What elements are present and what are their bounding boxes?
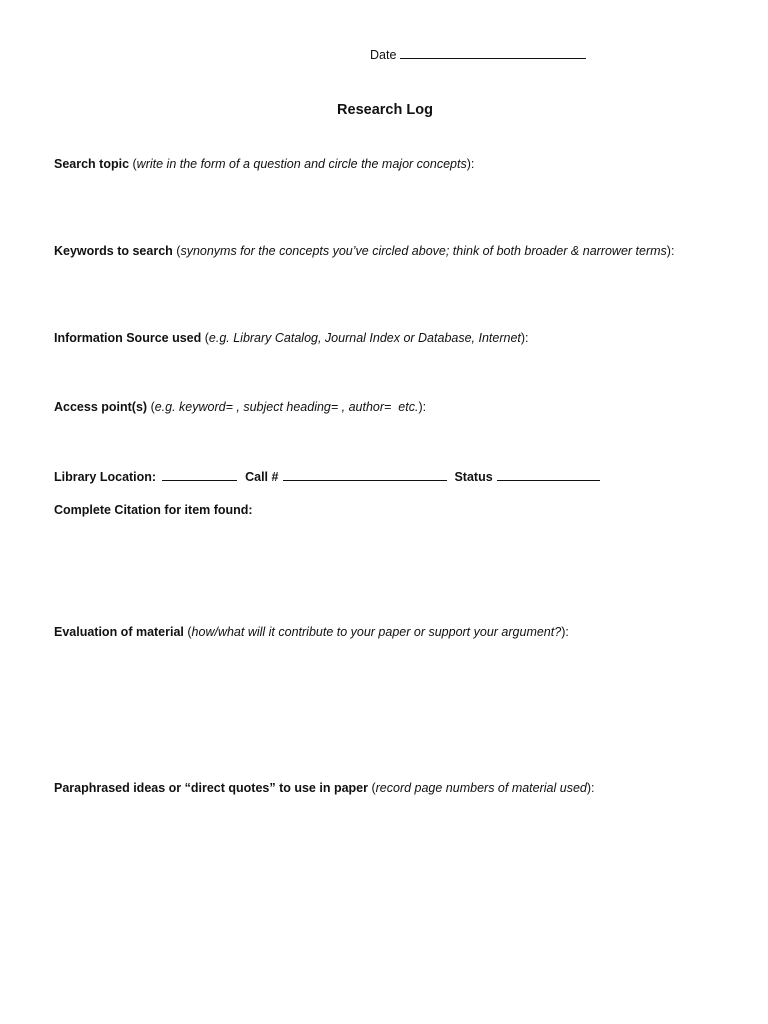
paraphrased-hint: record page numbers of material used — [375, 781, 587, 795]
access-points-label: Access point(s) — [54, 400, 148, 414]
keywords-label: Keywords to search — [54, 244, 173, 258]
access-points-hint: e.g. keyword= , subject heading= , author= etc. — [154, 400, 419, 414]
date-blank[interactable] — [400, 46, 586, 59]
evaluation-row: Evaluation of material (how/what will it contribute to your paper or support your argument?): — [54, 625, 569, 639]
paraphrased-label: Paraphrased ideas or “direct quotes” to use in paper — [54, 781, 368, 795]
status-label: Status — [454, 470, 493, 484]
access-points-row: Access point(s) (e.g. keyword= , subject heading= , author= etc.): — [54, 400, 427, 414]
call-number-label: Call # — [245, 470, 279, 484]
date-row — [370, 46, 586, 63]
keywords-hint: synonyms for the concepts you’ve circled above; think of both broader & narrower terms — [180, 244, 667, 258]
call-number-blank[interactable] — [283, 468, 447, 481]
status-blank[interactable] — [497, 468, 600, 481]
evaluation-hint: how/what will it contribute to your paper or support your argument? — [191, 625, 562, 639]
info-source-hint: e.g. Library Catalog, Journal Index or Database, Internet — [208, 331, 521, 345]
location-row — [54, 468, 600, 485]
evaluation-label: Evaluation of material — [54, 625, 184, 639]
info-source-row: Information Source used (e.g. Library Catalog, Journal Index or Database, Internet): — [54, 331, 529, 345]
keywords-row: Keywords to search (synonyms for the concepts you’ve circled above; think of both broader & narrower terms): — [54, 244, 675, 258]
library-location-label: Library Location: — [54, 470, 157, 484]
page-title: Research Log — [337, 102, 433, 118]
search-topic-hint: write in the form of a question and circle the major concepts — [136, 157, 467, 171]
paraphrased-row: Paraphrased ideas or “direct quotes” to use in paper (record page numbers of material used): — [54, 781, 595, 795]
search-topic-label: Search topic — [54, 157, 130, 171]
library-location-blank[interactable] — [162, 468, 237, 481]
date-label: Date — [370, 48, 397, 62]
citation-label: Complete Citation for item found: — [54, 503, 253, 517]
search-topic-row: Search topic (write in the form of a question and circle the major concepts): — [54, 157, 475, 171]
info-source-label: Information Source used — [54, 331, 202, 345]
